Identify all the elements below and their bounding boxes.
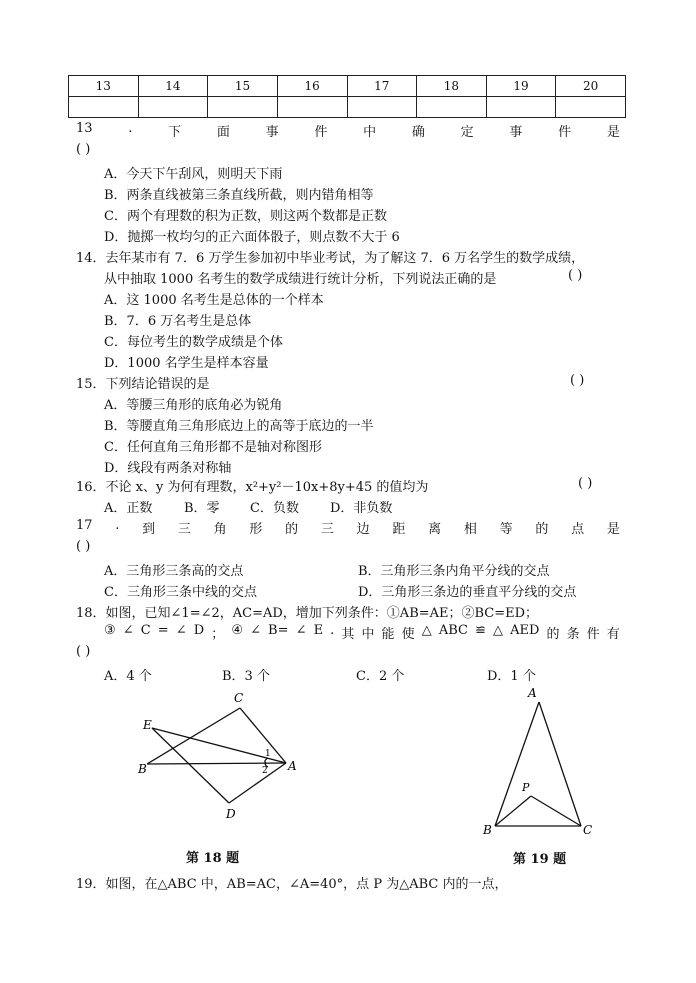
q13-answer-bracket: ( ) [76, 142, 91, 157]
q17-option-a: A．三角形三条高的交点 [104, 564, 244, 579]
q18-option-a: A．4 个 [104, 669, 152, 684]
q13-option-a: A．今天下午刮风，则明天下雨 [104, 167, 283, 182]
q17-option-b: B．三角形三条内角平分线的交点 [358, 564, 550, 579]
q18-stem-line1: 18．如图，已知∠1=∠2，AC=AD，增加下列条件：①AB=AE；②BC=ED； [76, 606, 539, 621]
figure18-label-d: D [226, 807, 236, 821]
figure18-caption: 第 18 题 [186, 851, 240, 866]
figure18-label-c: C [234, 691, 244, 705]
q18-answer-bracket: ( ) [76, 644, 91, 659]
figure18-angle-2: 2 [262, 766, 268, 776]
q18-option-b: B．3 个 [222, 669, 270, 684]
answer-table-number: 16 [277, 76, 347, 97]
figure18-label-b: B [138, 762, 147, 776]
answer-table-number: 14 [138, 76, 208, 97]
q19-stem: 19．如图，在△ABC 中，AB=AC，∠A=40°，点 P 为△ABC 内的一点， [76, 877, 508, 892]
answer-table-number: 19 [486, 76, 556, 97]
answer-table-number: 17 [347, 76, 417, 97]
q15-stem: 15．下列结论错误的是 [76, 377, 210, 392]
q14-stem-line2: 从中抽取 1000 名考生的数学成绩进行统计分析，下列说法正确的是 [104, 272, 497, 287]
figure19-caption: 第 19 题 [513, 852, 567, 867]
q17-answer-bracket: ( ) [76, 539, 91, 554]
answer-table-number: 13 [69, 76, 139, 97]
q13-option-b: B．两条直线被第三条直线所截，则内错角相等 [104, 188, 374, 203]
answer-table-number: 20 [556, 76, 626, 97]
q17-option-d: D．三角形三条边的垂直平分线的交点 [358, 585, 577, 600]
q16-option-d: D．非负数 [330, 501, 393, 516]
q15-option-d: D．线段有两条对称轴 [104, 461, 232, 476]
q15-option-b: B．等腰直角三角形底边上的高等于底边的一半 [104, 419, 374, 434]
figure19-label-b: B [483, 823, 492, 837]
q14-stem-line1: 14．去年某市有 7．6 万学生参加初中毕业考试，为了解这 7．6 万名学生的数学成绩， [76, 251, 585, 266]
q14-answer-bracket: ( ) [568, 268, 583, 283]
q16-option-a: A．正数 [104, 501, 153, 516]
q14-option-c: C．每位考生的数学成绩是个体 [104, 335, 283, 350]
q17-option-c: C．三角形三条中线的交点 [104, 585, 257, 600]
q14-option-d: D．1000 名学生是样本容量 [104, 356, 269, 371]
figure18-label-e: E [143, 718, 152, 732]
q13-stem: 13 . 下 面 事 件 中 确 定 事 件 是 [76, 121, 620, 140]
figure18-angle-1: 1 [265, 749, 271, 759]
q16-option-c: C．负数 [250, 501, 299, 516]
q18-stem-line2: ③ ∠ C = ∠ D ； ④ ∠ B= ∠ E . 其 中 能 使 △ ABC ≌ △ AED 的 条 件 有 [104, 623, 620, 642]
answer-table-number: 18 [417, 76, 487, 97]
q15-answer-bracket: ( ) [570, 373, 585, 388]
figure19-label-a: A [528, 686, 537, 700]
q15-option-c: C．任何直角三角形都不是轴对称图形 [104, 440, 322, 455]
answer-table-number: 15 [208, 76, 278, 97]
q13-option-d: D．抛掷一枚均匀的正六面体骰子，则点数不大于 6 [104, 230, 400, 245]
q15-option-a: A．等腰三角形的底角必为锐角 [104, 398, 283, 413]
figure19-label-c: C [583, 823, 593, 837]
q13-option-c: C．两个有理数的积为正数，则这两个数都是正数 [104, 209, 387, 224]
q18-option-d: D．1 个 [487, 669, 536, 684]
q14-option-a: A．这 1000 名考生是总体的一个样本 [104, 293, 324, 308]
figure19-label-p: P [522, 781, 530, 794]
q16-option-b: B．零 [184, 501, 220, 516]
q14-option-b: B．7．6 万名考生是总体 [104, 314, 252, 329]
figure18-label-a: A [288, 759, 297, 773]
q18-option-c: C．2 个 [356, 669, 405, 684]
q16-answer-bracket: ( ) [578, 476, 593, 491]
q16-stem: 16．不论 x、y 为何有理数，x²+y²－10x+8y+45 的值均为 [76, 480, 429, 495]
q17-stem: 17 . 到 三 角 形 的 三 边 距 离 相 等 的 点 是 [76, 518, 620, 537]
